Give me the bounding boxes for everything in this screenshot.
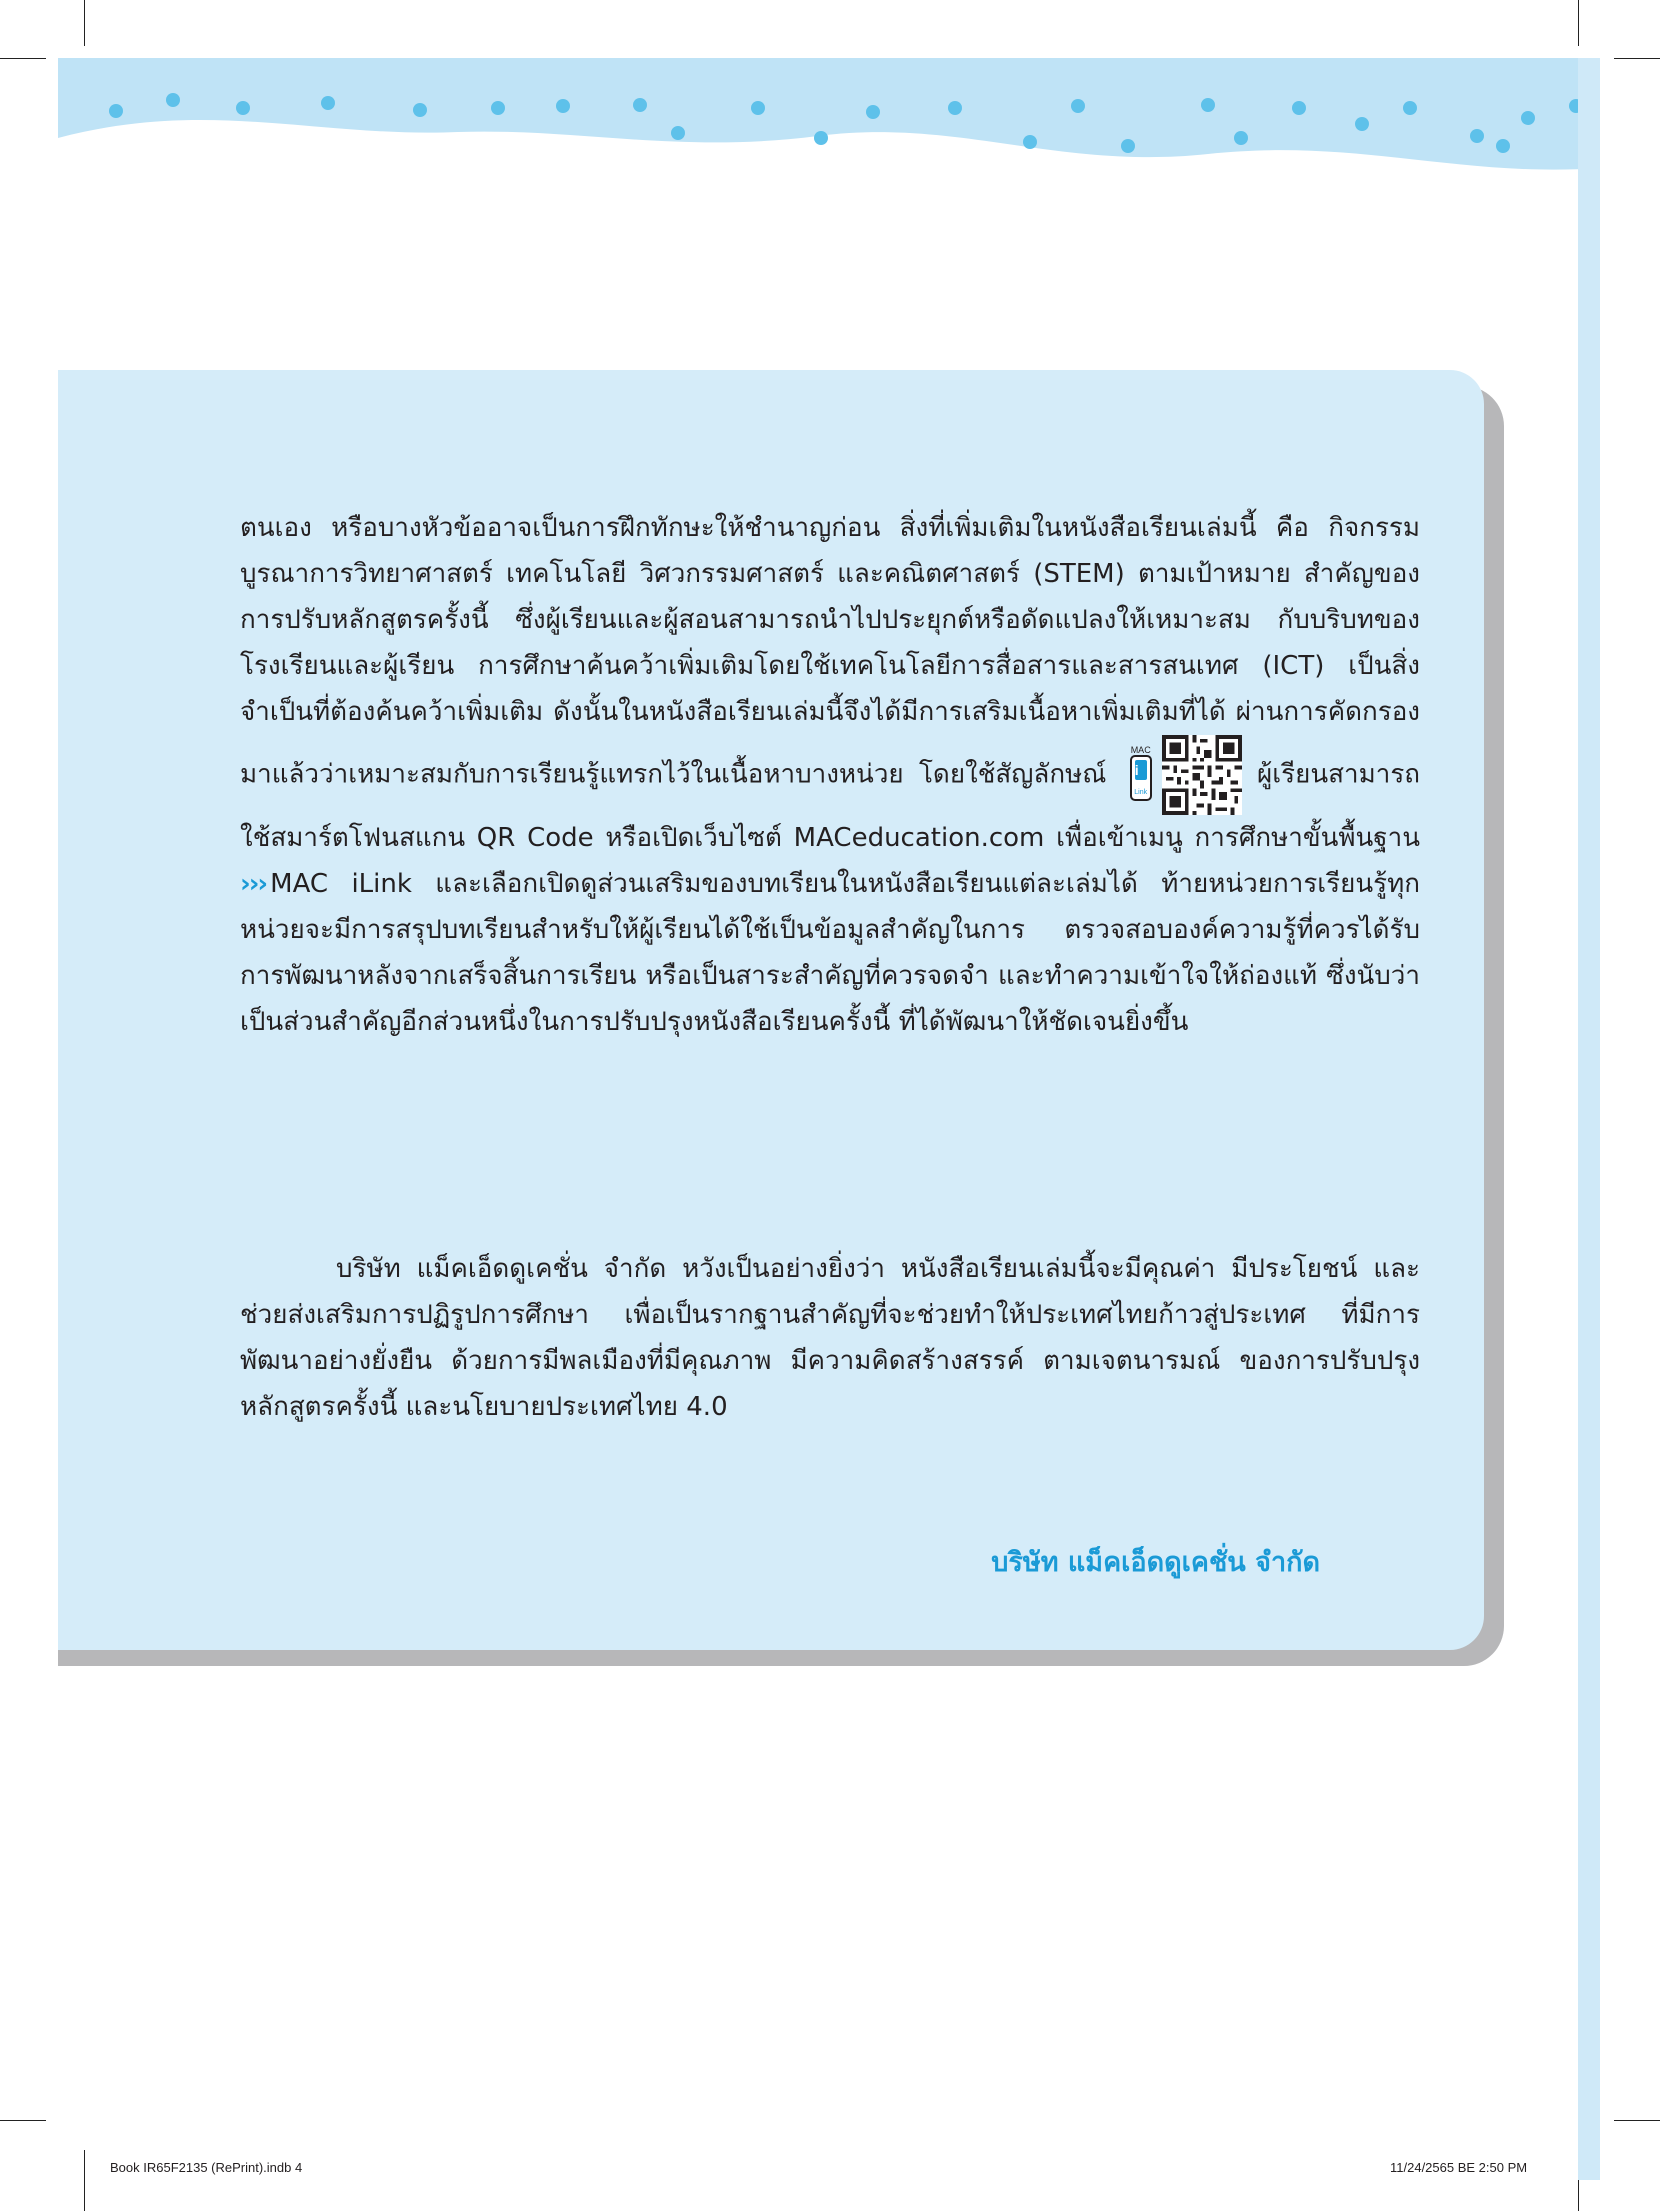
crop-mark — [1614, 58, 1660, 59]
body-line: MAC iLink และเลือกเปิดดูส่วนเสริมของบทเรียนในหนังสือเรียนแต่ละเล่มได้ — [270, 869, 1138, 899]
footer-timestamp: 11/24/2565 BE 2:50 PM — [1390, 2160, 1528, 2175]
ilink-letter: i — [1135, 760, 1147, 780]
body-line: ท้ายหน่วยการเรียนรู้ทุกหน่วยจะมีการสรุปบทเรียนสำหรับให้ผู้เรียนได้ใช้เป็นข้อมูลสำคัญในการ — [240, 869, 1420, 945]
body-line: ตนเอง หรือบางหัวข้ออาจเป็นการฝึกทักษะให้ชำนาญก่อน สิ่งที่เพิ่มเติมในหนังสือเรียนเล่มนี้ คือ — [240, 513, 1309, 543]
decorative-wave-band — [58, 58, 1600, 178]
crop-mark — [1614, 2120, 1660, 2121]
crop-mark — [84, 2150, 85, 2211]
right-color-strip — [1578, 58, 1600, 2180]
mac-ilink-symbol — [1128, 735, 1242, 815]
crop-mark — [0, 2120, 46, 2121]
body-line: (ICT) เป็นสิ่งจำเป็นที่ต้องค้นคว้าเพิ่มเติม ดังนั้นในหนังสือเรียนเล่มนี้จึงได้มีการเสริมเนื้อหาเพิ่มเติมที่ได้ — [240, 651, 1420, 727]
body-line: สำคัญของการปรับหลักสูตรครั้งนี้ ซึ่งผู้เรียนและผู้สอนสามารถนำไปประยุกต์หรือดัดแปลงให้เหมาะสม — [240, 559, 1421, 635]
ilink-top-label: MAC — [1130, 745, 1151, 755]
paragraph-closing — [240, 1246, 1420, 1430]
arrow-mark: ››› — [240, 869, 267, 899]
body-line: การศึกษาขั้นพื้นฐาน — [1194, 823, 1421, 853]
phone-body — [1130, 755, 1152, 801]
crop-mark — [1578, 0, 1579, 46]
body-line: ที่ได้พัฒนาให้ชัดเจนยิ่งขึ้น — [898, 1007, 1189, 1037]
company-signature: บริษัท แม็คเอ็ดดูเคชั่น จำกัด — [991, 1547, 1320, 1578]
body-line: ของการปรับปรุงหลักสูตรครั้งนี้ และนโยบายประเทศไทย 4.0 — [240, 1346, 1421, 1422]
paragraph-body — [240, 505, 1420, 1045]
body-line: บริษัท แม็คเอ็ดดูเคชั่น จำกัด หวังเป็นอย่างยิ่งว่า หนังสือเรียนเล่มนี้จะมีคุณค่า มีประโยชน์ — [336, 1254, 1358, 1284]
body-line: ผู้เรียนสามารถใช้สมาร์ตโฟนสแกน QR Code หรือเปิดเว็บไซต์ MACeducation.com เพื่อเข้าเมนู — [240, 759, 1421, 853]
qr-code-icon — [1162, 735, 1242, 815]
body-line: ตรวจสอบองค์ความรู้ที่ควรได้รับการพัฒนาหลังจากเสร็จสิ้นการเรียน หรือเป็นสาระสำคัญที่ควรจดจำ — [240, 915, 1420, 991]
body-line: และทำความเข้าใจให้ถ่องแท้ ซึ่งนับว่าเป็นส่วนสำคัญอีกส่วนหนึ่งในการปรับปรุงหนังสือเรียนครั้งนี้ — [240, 961, 1420, 1037]
body-line: กิจกรรมบูรณาการวิทยาศาสตร์ เทคโนโลยี วิศวกรรมศาสตร์ และคณิตศาสตร์ (STEM) ตามเป้าหมาย — [240, 513, 1421, 589]
body-line: กับบริบทของโรงเรียนและผู้เรียน การศึกษาค้นคว้าเพิ่มเติมโดยใช้เทคโนโลยีการสื่อสารและสารสนเทศ — [240, 605, 1420, 681]
footer-file-info: Book IR65F2135 (RePrint).indb 4 — [110, 2160, 303, 2175]
crop-mark — [84, 0, 85, 46]
phone-ilink-icon — [1128, 745, 1154, 805]
crop-mark — [0, 58, 46, 59]
body-line: ที่มีการพัฒนาอย่างยั่งยืน ด้วยการมีพลเมืองที่มีคุณภาพ มีความคิดสร้างสรรค์ ตามเจตนารมณ์ — [240, 1300, 1420, 1376]
ilink-bottom-label: Link — [1134, 789, 1148, 796]
body-line: และช่วยส่งเสริมการปฏิรูปการศึกษา เพื่อเป็นรากฐานสำคัญที่จะช่วยทำให้ประเทศไทยก้าวสู่ประเทศ — [240, 1254, 1420, 1330]
body-line: ผ่านการคัดกรองมาแล้วว่าเหมาะสมกับการเรียนรู้แทรกไว้ในเนื้อหาบางหน่วย โดยใช้สัญลักษณ์ — [240, 697, 1421, 790]
